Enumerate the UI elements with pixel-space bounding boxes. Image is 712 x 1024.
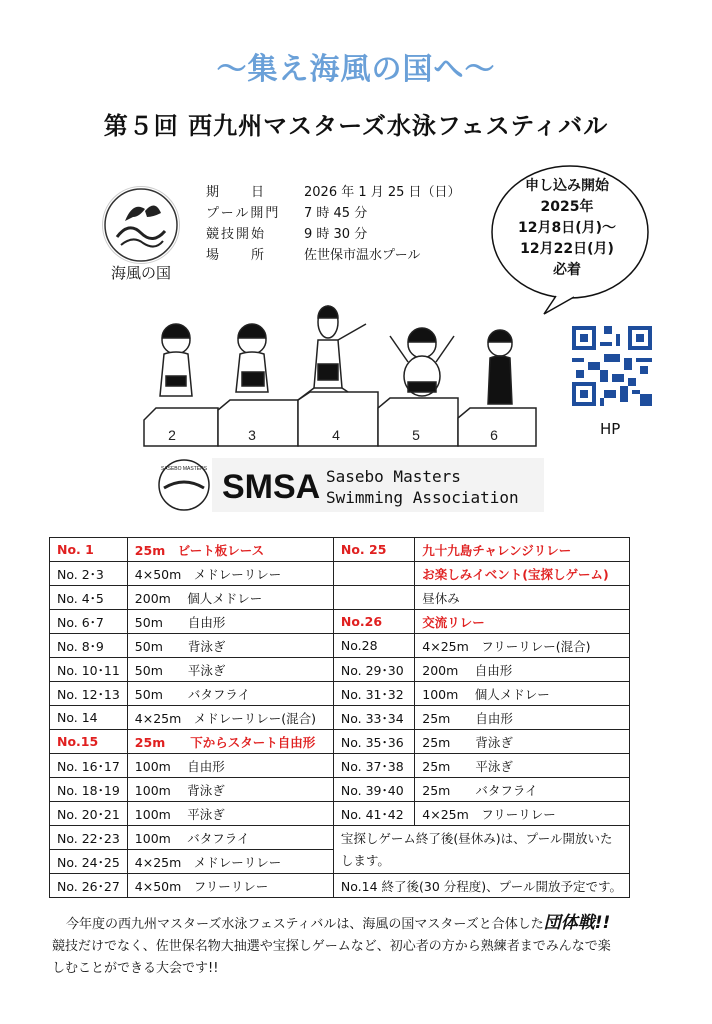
table-row	[50, 634, 630, 658]
table-row	[50, 562, 630, 586]
event-number: No.28	[333, 634, 414, 658]
event-number: No. 1	[50, 538, 128, 562]
table-row	[50, 682, 630, 706]
podium-number: 6	[490, 427, 498, 443]
event-number: No. 35･36	[333, 730, 414, 754]
event-name: 4×25m メドレーリレー(混合)	[127, 706, 333, 730]
event-name: 昼休み	[415, 586, 630, 610]
event-name: お楽しみイベント(宝探しゲーム)	[415, 562, 630, 586]
podium-number: 4	[332, 427, 340, 443]
event-number: No. 25	[333, 538, 414, 562]
event-name: 交流リレー	[415, 610, 630, 634]
info-value: 9 時 30 分	[304, 227, 368, 242]
event-number	[333, 586, 414, 610]
table-row	[50, 658, 630, 682]
event-name: 4×50m フリーリレー	[127, 874, 333, 898]
event-info	[206, 182, 461, 266]
event-name: 100m 自由形	[127, 754, 333, 778]
footer-line3: しむことができる大会です!!	[52, 961, 219, 976]
table-row	[50, 610, 630, 634]
event-name: 4×25m フリーリレー(混合)	[415, 634, 630, 658]
org-abbr: SMSA	[222, 468, 321, 506]
qr-code-icon[interactable]	[572, 326, 652, 406]
application-year: 2025年	[540, 199, 594, 215]
logo-text: 海風の国	[110, 264, 171, 282]
event-number: No.15	[50, 730, 128, 754]
event-number: No. 39･40	[333, 778, 414, 802]
application-end: 12月22日(月)	[520, 241, 614, 257]
emblem-text: SASEBO MASTERS	[160, 466, 208, 472]
event-number: No. 18･19	[50, 778, 128, 802]
event-name: 50m 背泳ぎ	[127, 634, 333, 658]
table-row	[50, 874, 630, 898]
event-number: No. 20･21	[50, 802, 128, 826]
table-row	[50, 538, 630, 562]
table-row	[50, 586, 630, 610]
event-number: No. 29･30	[333, 658, 414, 682]
info-value: 佐世保市温水プール	[304, 248, 421, 263]
event-number: No. 31･32	[333, 682, 414, 706]
org-name-line1: Sasebo Masters	[326, 467, 461, 486]
event-number: No. 6･7	[50, 610, 128, 634]
podium-illustration	[138, 300, 548, 450]
umikaze-logo-icon	[102, 186, 180, 264]
info-value: 2026 年 1 月 25 日（日）	[304, 185, 461, 200]
event-name: 4×50m メドレーリレー	[127, 562, 333, 586]
event-name: 4×25m フリーリレー	[415, 802, 630, 826]
event-number: No. 22･23	[50, 826, 128, 850]
event-number: No. 41･42	[333, 802, 414, 826]
podium-number: 5	[412, 427, 420, 443]
event-name: 25m 自由形	[415, 706, 630, 730]
table-row	[50, 802, 630, 826]
event-name: 200m 自由形	[415, 658, 630, 682]
event-number: No. 26･27	[50, 874, 128, 898]
footer-line1: 今年度の西九州マスターズ水泳フェスティバルは、海風の国マスターズと合体した	[66, 917, 544, 932]
hp-label: HP	[600, 420, 621, 438]
event-title: 第５回 西九州マスターズ水泳フェスティバル	[103, 112, 609, 140]
event-name: 25m 下からスタート自由形	[127, 730, 333, 754]
event-name: 100m 個人メドレー	[415, 682, 630, 706]
application-period	[500, 176, 634, 281]
race-schedule-table	[49, 537, 630, 898]
org-name-line2: Swimming Association	[326, 488, 519, 507]
info-label: 競技開始	[206, 227, 267, 242]
pool-open-note: 宝探しゲーム終了後(昼休み)は、プール開放いたします。	[333, 826, 629, 874]
event-banner: ～集え海風の国へ～	[216, 52, 496, 87]
event-number: No. 24･25	[50, 850, 128, 874]
smsa-logo	[156, 458, 544, 512]
event-name: 100m 背泳ぎ	[127, 778, 333, 802]
event-number: No. 2･3	[50, 562, 128, 586]
pool-open-note-2: No.14 終了後(30 分程度)、プール開放予定です。	[333, 874, 629, 898]
event-number: No. 37･38	[333, 754, 414, 778]
table-row	[50, 754, 630, 778]
event-name: 50m バタフライ	[127, 682, 333, 706]
event-name: 100m バタフライ	[127, 826, 333, 850]
event-name: 100m 平泳ぎ	[127, 802, 333, 826]
event-name: 九十九島チャレンジリレー	[415, 538, 630, 562]
event-number: No. 8･9	[50, 634, 128, 658]
application-note: 必着	[553, 262, 581, 278]
event-name: 50m 自由形	[127, 610, 333, 634]
event-name: 200m 個人メドレー	[127, 586, 333, 610]
podium-number: 2	[168, 427, 176, 443]
table-row	[50, 778, 630, 802]
event-number: No. 4･5	[50, 586, 128, 610]
event-number	[333, 562, 414, 586]
event-name: 4×25m メドレーリレー	[127, 850, 333, 874]
table-row	[50, 706, 630, 730]
info-label: プール開門	[206, 206, 281, 221]
event-number: No. 12･13	[50, 682, 128, 706]
event-name: 25m バタフライ	[415, 778, 630, 802]
event-number: No. 33･34	[333, 706, 414, 730]
table-row	[50, 730, 630, 754]
footer-line2: 競技だけでなく、佐世保名物大抽選や宝探しゲームなど、初心者の方から熟練者までみんなで楽	[52, 939, 611, 954]
event-name: 50m 平泳ぎ	[127, 658, 333, 682]
event-name: 25m 背泳ぎ	[415, 730, 630, 754]
event-name: 25m 平泳ぎ	[415, 754, 630, 778]
info-label: 期 日	[206, 185, 267, 200]
footer-emphasis: 団体戦!!	[543, 913, 611, 933]
event-number: No.26	[333, 610, 414, 634]
event-number: No. 14	[50, 706, 128, 730]
event-name: 25m ビート板レース	[127, 538, 333, 562]
event-number: No. 10･11	[50, 658, 128, 682]
table-row	[50, 826, 630, 850]
application-start: 12月8日(月)～	[517, 220, 617, 236]
info-label: 場 所	[206, 248, 267, 263]
footer-text	[52, 912, 672, 980]
event-number: No. 16･17	[50, 754, 128, 778]
podium-number: 3	[248, 427, 256, 443]
info-value: 7 時 45 分	[304, 206, 368, 221]
application-label: 申し込み開始	[525, 178, 609, 194]
